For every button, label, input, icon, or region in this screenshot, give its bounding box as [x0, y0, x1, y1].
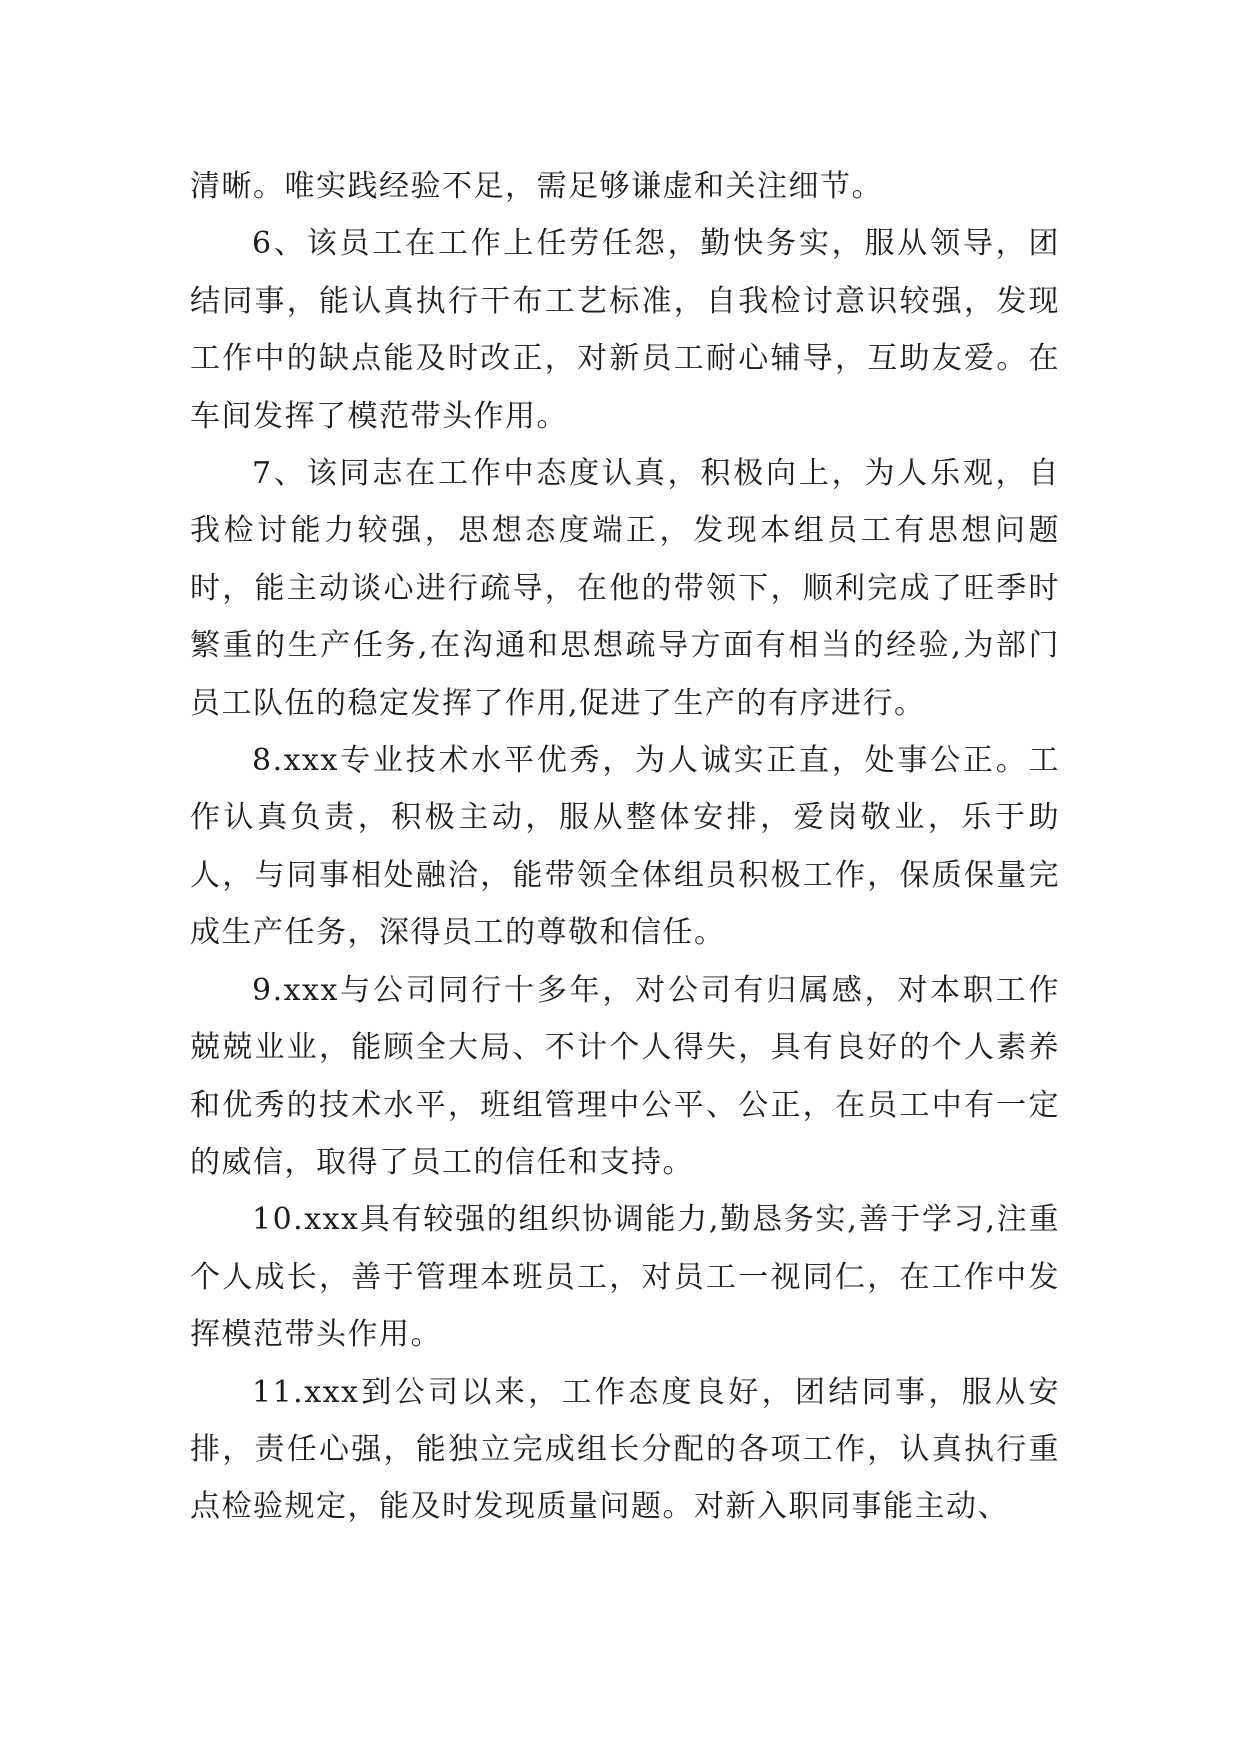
paragraph-item-6: 6、该员工在工作上任劳任怨，勤快务实，服从领导，团结同事，能认真执行干布工艺标准，自我检讨意识较强，发现工作中的缺点能及时改正，对新员工耐心辅导，互助友爱。在车间发挥了模范带头作用。 [190, 226, 1060, 434]
paragraph-item-10: 10.xxx具有较强的组织协调能力,勤恳务实,善于学习,注重个人成长，善于管理本班员工，对员工一视同仁，在工作中发挥模范带头作用。 [190, 1202, 1060, 1353]
document-body [190, 158, 1060, 1536]
paragraph-item-7: 7、该同志在工作中态度认真，积极向上，为人乐观，自我检讨能力较强，思想态度端正，发现本组员工有思想问题时，能主动谈心进行疏导，在他的带领下，顺利完成了旺季时繁重的生产任务,在沟通和思想疏导方面有相当的经验,为部门员工队伍的稳定发挥了作用,促进了生产的有序进行。 [190, 456, 1060, 721]
paragraph-item-11: 11.xxx到公司以来，工作态度良好，团结同事，服从安排，责任心强，能独立完成组长分配的各项工作，认真执行重点检验规定，能及时发现质量问题。对新入职同事能主动、 [190, 1374, 1060, 1525]
paragraph-item-9: 9.xxx与公司同行十多年，对公司有归属感，对本职工作兢兢业业，能顾全大局、不计个人得失，具有良好的个人素养和优秀的技术水平，班组管理中公平、公正，在员工中有一定的威信，取得了员工的信任和支持。 [190, 972, 1060, 1180]
paragraph-continued: 清晰。唯实践经验不足，需足够谦虚和关注细节。 [190, 169, 883, 204]
paragraph-item-8: 8.xxx专业技术水平优秀，为人诚实正直，处事公正。工作认真负责，积极主动，服从整体安排，爱岗敬业，乐于助人，与同事相处融洽，能带领全体组员积极工作，保质保量完成生产任务，深得员工的尊敬和信任。 [190, 743, 1060, 951]
